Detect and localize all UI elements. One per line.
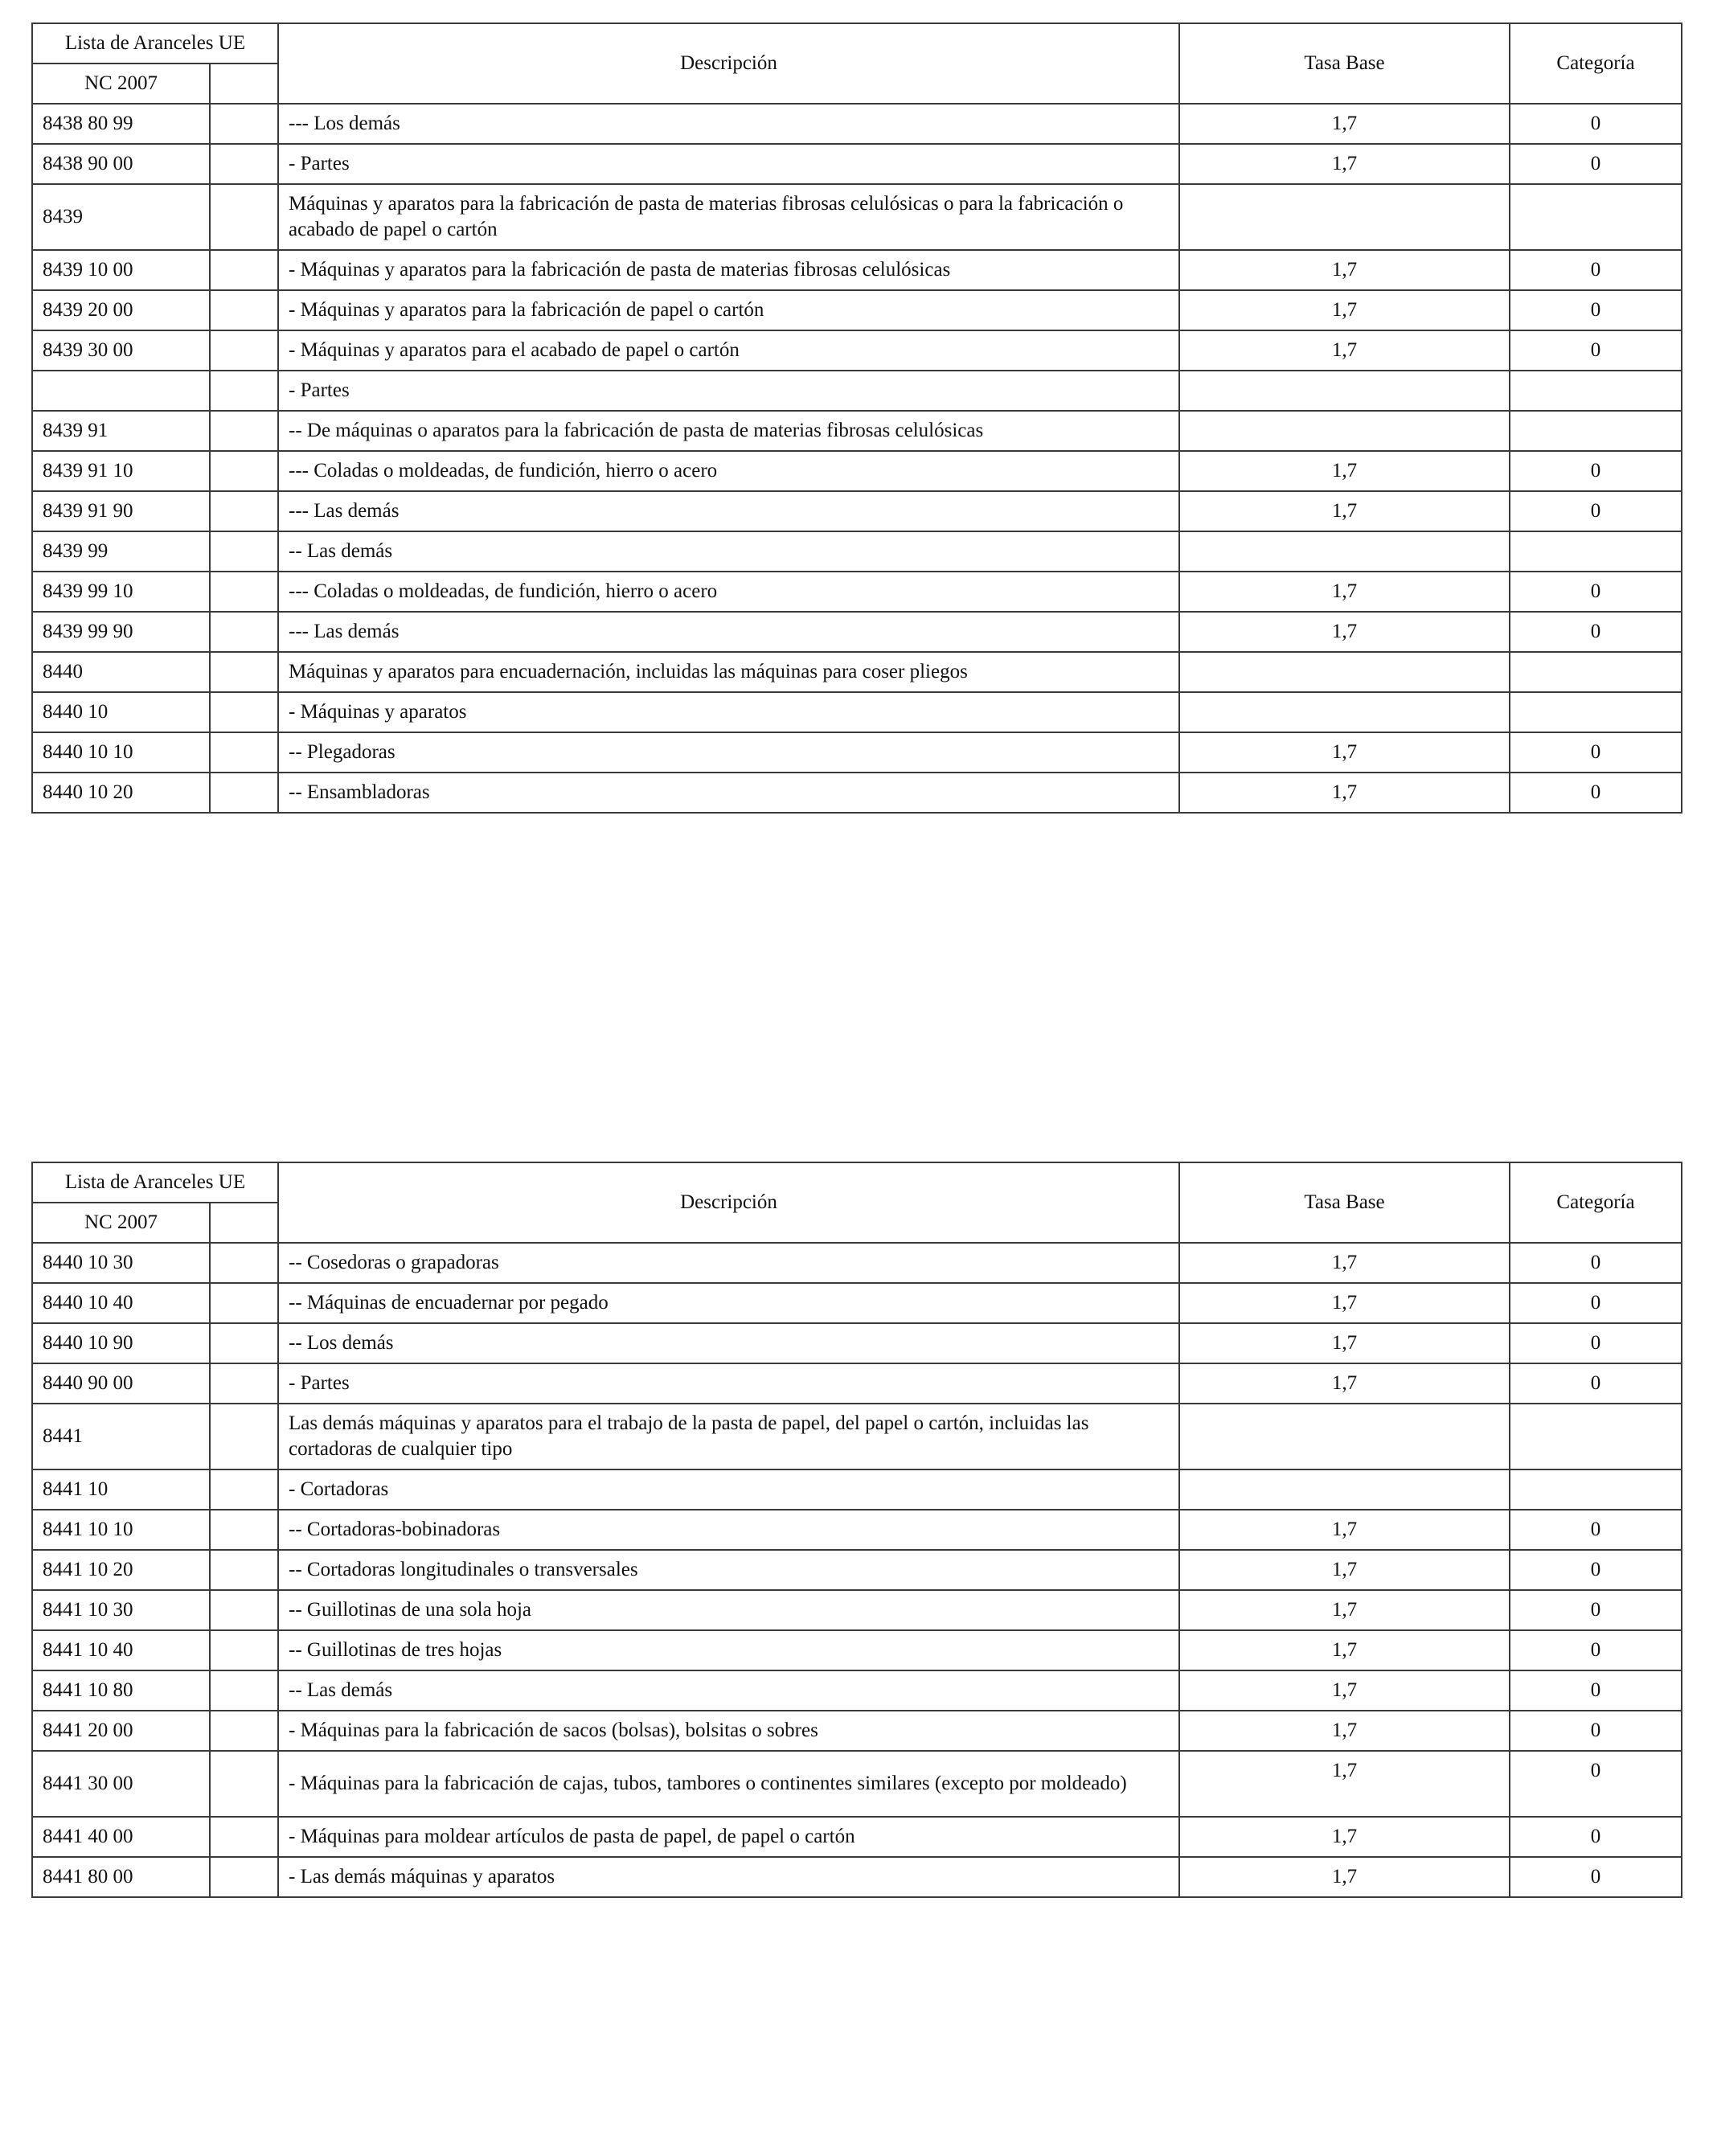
spacer-cell <box>210 451 278 491</box>
nc-code-cell: 8439 <box>32 184 210 250</box>
description-header: Descripción <box>278 23 1179 104</box>
spacer-cell <box>210 1670 278 1711</box>
description-cell: - Máquinas para moldear artículos de pasta de papel, de papel o cartón <box>278 1817 1179 1857</box>
description-cell: - Partes <box>278 1363 1179 1404</box>
nc-code-cell: 8441 40 00 <box>32 1817 210 1857</box>
base-rate-cell <box>1179 1404 1510 1469</box>
spacer-cell <box>210 411 278 451</box>
category-cell: 0 <box>1510 104 1682 144</box>
category-cell <box>1510 692 1682 732</box>
table-row <box>32 1711 1682 1751</box>
description-cell: Máquinas y aparatos para la fabricación de pasta de materias fibrosas celulósicas o para la fabricación o acabado de papel o cartón <box>278 184 1179 250</box>
spacer-cell <box>210 1711 278 1751</box>
base-rate-cell: 1,7 <box>1179 1283 1510 1323</box>
base-rate-cell <box>1179 371 1510 411</box>
nc-code-cell: 8441 10 10 <box>32 1510 210 1550</box>
description-cell: --- Coladas o moldeadas, de fundición, hierro o acero <box>278 451 1179 491</box>
category-cell: 0 <box>1510 732 1682 773</box>
description-cell: -- Plegadoras <box>278 732 1179 773</box>
nc-code-cell: 8439 91 10 <box>32 451 210 491</box>
spacer-cell <box>210 1283 278 1323</box>
spacer-cell <box>210 773 278 813</box>
spacer-cell <box>210 1363 278 1404</box>
spacer-cell <box>210 1243 278 1283</box>
category-cell <box>1510 371 1682 411</box>
nc-code-cell: 8440 10 30 <box>32 1243 210 1283</box>
nc-code-cell: 8440 <box>32 652 210 692</box>
description-cell: -- Cortadoras longitudinales o transversales <box>278 1550 1179 1590</box>
base-rate-cell: 1,7 <box>1179 1550 1510 1590</box>
table-row <box>32 451 1682 491</box>
nc-header: NC 2007 <box>32 1203 210 1243</box>
nc-code-cell: 8439 30 00 <box>32 330 210 371</box>
header-spacer <box>210 1203 278 1243</box>
nc-code-cell: 8440 10 10 <box>32 732 210 773</box>
table-row <box>32 692 1682 732</box>
nc-code-cell: 8440 90 00 <box>32 1363 210 1404</box>
description-cell: -- Ensambladoras <box>278 773 1179 813</box>
table-row <box>32 371 1682 411</box>
nc-code-cell: 8439 99 <box>32 531 210 572</box>
description-cell: -- Las demás <box>278 531 1179 572</box>
table-row <box>32 1630 1682 1670</box>
tariff-table-1 <box>31 23 1682 814</box>
table-row <box>32 1751 1682 1817</box>
description-cell: --- Las demás <box>278 491 1179 531</box>
table-row <box>32 184 1682 250</box>
category-cell: 0 <box>1510 144 1682 184</box>
description-cell: -- Los demás <box>278 1323 1179 1363</box>
base-rate-cell: 1,7 <box>1179 1857 1510 1897</box>
category-cell: 0 <box>1510 1323 1682 1363</box>
table-row <box>32 612 1682 652</box>
table-row <box>32 1283 1682 1323</box>
spacer-cell <box>210 371 278 411</box>
base-rate-cell: 1,7 <box>1179 1363 1510 1404</box>
nc-code-cell: 8441 10 80 <box>32 1670 210 1711</box>
base-rate-cell: 1,7 <box>1179 1711 1510 1751</box>
description-cell: - Máquinas para la fabricación de sacos (bolsas), bolsitas o sobres <box>278 1711 1179 1751</box>
spacer-cell <box>210 250 278 290</box>
nc-code-cell: 8440 10 20 <box>32 773 210 813</box>
category-cell: 0 <box>1510 1857 1682 1897</box>
nc-code-cell: 8441 10 40 <box>32 1630 210 1670</box>
nc-code-cell: 8440 10 <box>32 692 210 732</box>
base-rate-cell: 1,7 <box>1179 290 1510 330</box>
description-cell: - Las demás máquinas y aparatos <box>278 1857 1179 1897</box>
category-cell <box>1510 1404 1682 1469</box>
category-cell: 0 <box>1510 1243 1682 1283</box>
base-rate-cell <box>1179 531 1510 572</box>
list-title-header: Lista de Aranceles UE <box>32 23 278 64</box>
spacer-cell <box>210 1751 278 1817</box>
nc-code-cell: 8441 10 30 <box>32 1590 210 1630</box>
table-row <box>32 1243 1682 1283</box>
nc-code-cell: 8441 10 20 <box>32 1550 210 1590</box>
base-rate-cell: 1,7 <box>1179 1510 1510 1550</box>
table-row <box>32 330 1682 371</box>
base-rate-cell: 1,7 <box>1179 451 1510 491</box>
description-cell: -- Cosedoras o grapadoras <box>278 1243 1179 1283</box>
table-row <box>32 290 1682 330</box>
nc-code-cell: 8441 80 00 <box>32 1857 210 1897</box>
category-cell: 0 <box>1510 250 1682 290</box>
base-rate-cell: 1,7 <box>1179 330 1510 371</box>
spacer-cell <box>210 1857 278 1897</box>
base-rate-cell: 1,7 <box>1179 1751 1510 1817</box>
spacer-cell <box>210 104 278 144</box>
spacer-cell <box>210 330 278 371</box>
description-cell: - Máquinas y aparatos para la fabricación de pasta de materias fibrosas celulósicas <box>278 250 1179 290</box>
category-cell: 0 <box>1510 1363 1682 1404</box>
category-cell: 0 <box>1510 572 1682 612</box>
table-row <box>32 1469 1682 1510</box>
category-cell: 0 <box>1510 451 1682 491</box>
base-rate-cell: 1,7 <box>1179 1590 1510 1630</box>
table-row <box>32 1817 1682 1857</box>
spacer-cell <box>210 1404 278 1469</box>
base-rate-cell: 1,7 <box>1179 144 1510 184</box>
list-title-header: Lista de Aranceles UE <box>32 1162 278 1203</box>
table-row <box>32 250 1682 290</box>
table-body <box>32 1243 1682 1897</box>
base-rate-cell <box>1179 692 1510 732</box>
nc-code-cell: 8440 10 90 <box>32 1323 210 1363</box>
description-cell: Máquinas y aparatos para encuadernación, incluidas las máquinas para coser pliegos <box>278 652 1179 692</box>
category-cell <box>1510 531 1682 572</box>
description-cell: -- Guillotinas de tres hojas <box>278 1630 1179 1670</box>
category-cell: 0 <box>1510 1751 1682 1817</box>
category-cell <box>1510 652 1682 692</box>
description-cell: - Máquinas y aparatos para la fabricación de papel o cartón <box>278 290 1179 330</box>
category-cell: 0 <box>1510 1283 1682 1323</box>
spacer-cell <box>210 290 278 330</box>
nc-code-cell: 8439 99 10 <box>32 572 210 612</box>
table-row <box>32 411 1682 451</box>
description-cell: -- Cortadoras-bobinadoras <box>278 1510 1179 1550</box>
description-cell: Las demás máquinas y aparatos para el trabajo de la pasta de papel, del papel o cartón, incluidas las cortadoras de cualquier tipo <box>278 1404 1179 1469</box>
table-row <box>32 773 1682 813</box>
base-rate-cell: 1,7 <box>1179 612 1510 652</box>
description-cell: -- Las demás <box>278 1670 1179 1711</box>
table-row <box>32 1323 1682 1363</box>
spacer-cell <box>210 491 278 531</box>
category-cell: 0 <box>1510 491 1682 531</box>
table-row <box>32 1510 1682 1550</box>
base-rate-cell: 1,7 <box>1179 1243 1510 1283</box>
spacer-cell <box>210 1550 278 1590</box>
category-cell: 0 <box>1510 1817 1682 1857</box>
nc-code-cell: 8439 91 <box>32 411 210 451</box>
nc-code-cell: 8441 20 00 <box>32 1711 210 1751</box>
table-row <box>32 144 1682 184</box>
table-row <box>32 531 1682 572</box>
base-rate-header: Tasa Base <box>1179 1162 1510 1243</box>
nc-code-cell: 8439 91 90 <box>32 491 210 531</box>
table-row <box>32 1670 1682 1711</box>
description-cell: --- Las demás <box>278 612 1179 652</box>
spacer-cell <box>210 1469 278 1510</box>
nc-code-cell <box>32 371 210 411</box>
base-rate-cell: 1,7 <box>1179 1817 1510 1857</box>
table-body <box>32 104 1682 813</box>
category-cell: 0 <box>1510 1711 1682 1751</box>
spacer-cell <box>210 1590 278 1630</box>
category-cell: 0 <box>1510 1550 1682 1590</box>
category-header: Categoría <box>1510 1162 1682 1243</box>
spacer-cell <box>210 531 278 572</box>
table-row <box>32 104 1682 144</box>
table-row <box>32 1550 1682 1590</box>
tariff-table-2 <box>31 1162 1682 1898</box>
nc-code-cell: 8439 20 00 <box>32 290 210 330</box>
category-cell <box>1510 1469 1682 1510</box>
description-cell: - Máquinas y aparatos <box>278 692 1179 732</box>
description-cell: -- De máquinas o aparatos para la fabricación de pasta de materias fibrosas celulósicas <box>278 411 1179 451</box>
spacer-cell <box>210 652 278 692</box>
base-rate-cell: 1,7 <box>1179 1323 1510 1363</box>
nc-code-cell: 8440 10 40 <box>32 1283 210 1323</box>
spacer-cell <box>210 1510 278 1550</box>
description-cell: - Máquinas para la fabricación de cajas, tubos, tambores o continentes similares (excepto por moldeado) <box>278 1751 1179 1817</box>
base-rate-cell: 1,7 <box>1179 250 1510 290</box>
base-rate-cell: 1,7 <box>1179 491 1510 531</box>
table-row <box>32 491 1682 531</box>
category-cell <box>1510 184 1682 250</box>
spacer-cell <box>210 732 278 773</box>
nc-code-cell: 8441 10 <box>32 1469 210 1510</box>
category-cell <box>1510 411 1682 451</box>
base-rate-cell: 1,7 <box>1179 732 1510 773</box>
base-rate-cell <box>1179 411 1510 451</box>
table-row <box>32 1363 1682 1404</box>
nc-code-cell: 8439 99 90 <box>32 612 210 652</box>
spacer-cell <box>210 1817 278 1857</box>
category-cell: 0 <box>1510 1670 1682 1711</box>
nc-header: NC 2007 <box>32 64 210 104</box>
description-cell: - Partes <box>278 144 1179 184</box>
table-row <box>32 572 1682 612</box>
base-rate-header: Tasa Base <box>1179 23 1510 104</box>
category-cell: 0 <box>1510 773 1682 813</box>
base-rate-cell: 1,7 <box>1179 1670 1510 1711</box>
description-cell: -- Guillotinas de una sola hoja <box>278 1590 1179 1630</box>
spacer-cell <box>210 692 278 732</box>
spacer-cell <box>210 1630 278 1670</box>
category-cell: 0 <box>1510 1630 1682 1670</box>
description-cell: - Cortadoras <box>278 1469 1179 1510</box>
category-cell: 0 <box>1510 1510 1682 1550</box>
category-header: Categoría <box>1510 23 1682 104</box>
nc-code-cell: 8439 10 00 <box>32 250 210 290</box>
table-row <box>32 1590 1682 1630</box>
table-row <box>32 1404 1682 1469</box>
spacer-cell <box>210 184 278 250</box>
header-spacer <box>210 64 278 104</box>
category-cell: 0 <box>1510 612 1682 652</box>
table-row <box>32 652 1682 692</box>
spacer-cell <box>210 572 278 612</box>
description-header: Descripción <box>278 1162 1179 1243</box>
nc-code-cell: 8441 30 00 <box>32 1751 210 1817</box>
base-rate-cell <box>1179 184 1510 250</box>
category-cell: 0 <box>1510 290 1682 330</box>
category-cell: 0 <box>1510 330 1682 371</box>
category-cell: 0 <box>1510 1590 1682 1630</box>
spacer-cell <box>210 144 278 184</box>
description-cell: --- Coladas o moldeadas, de fundición, hierro o acero <box>278 572 1179 612</box>
description-cell: -- Máquinas de encuadernar por pegado <box>278 1283 1179 1323</box>
nc-code-cell: 8438 80 99 <box>32 104 210 144</box>
base-rate-cell: 1,7 <box>1179 1630 1510 1670</box>
nc-code-cell: 8438 90 00 <box>32 144 210 184</box>
description-cell: - Máquinas y aparatos para el acabado de papel o cartón <box>278 330 1179 371</box>
table-row <box>32 732 1682 773</box>
description-cell: --- Los demás <box>278 104 1179 144</box>
description-cell: - Partes <box>278 371 1179 411</box>
base-rate-cell: 1,7 <box>1179 104 1510 144</box>
nc-code-cell: 8441 <box>32 1404 210 1469</box>
base-rate-cell: 1,7 <box>1179 773 1510 813</box>
base-rate-cell: 1,7 <box>1179 572 1510 612</box>
spacer-cell <box>210 612 278 652</box>
spacer-cell <box>210 1323 278 1363</box>
table-row <box>32 1857 1682 1897</box>
base-rate-cell <box>1179 1469 1510 1510</box>
base-rate-cell <box>1179 652 1510 692</box>
